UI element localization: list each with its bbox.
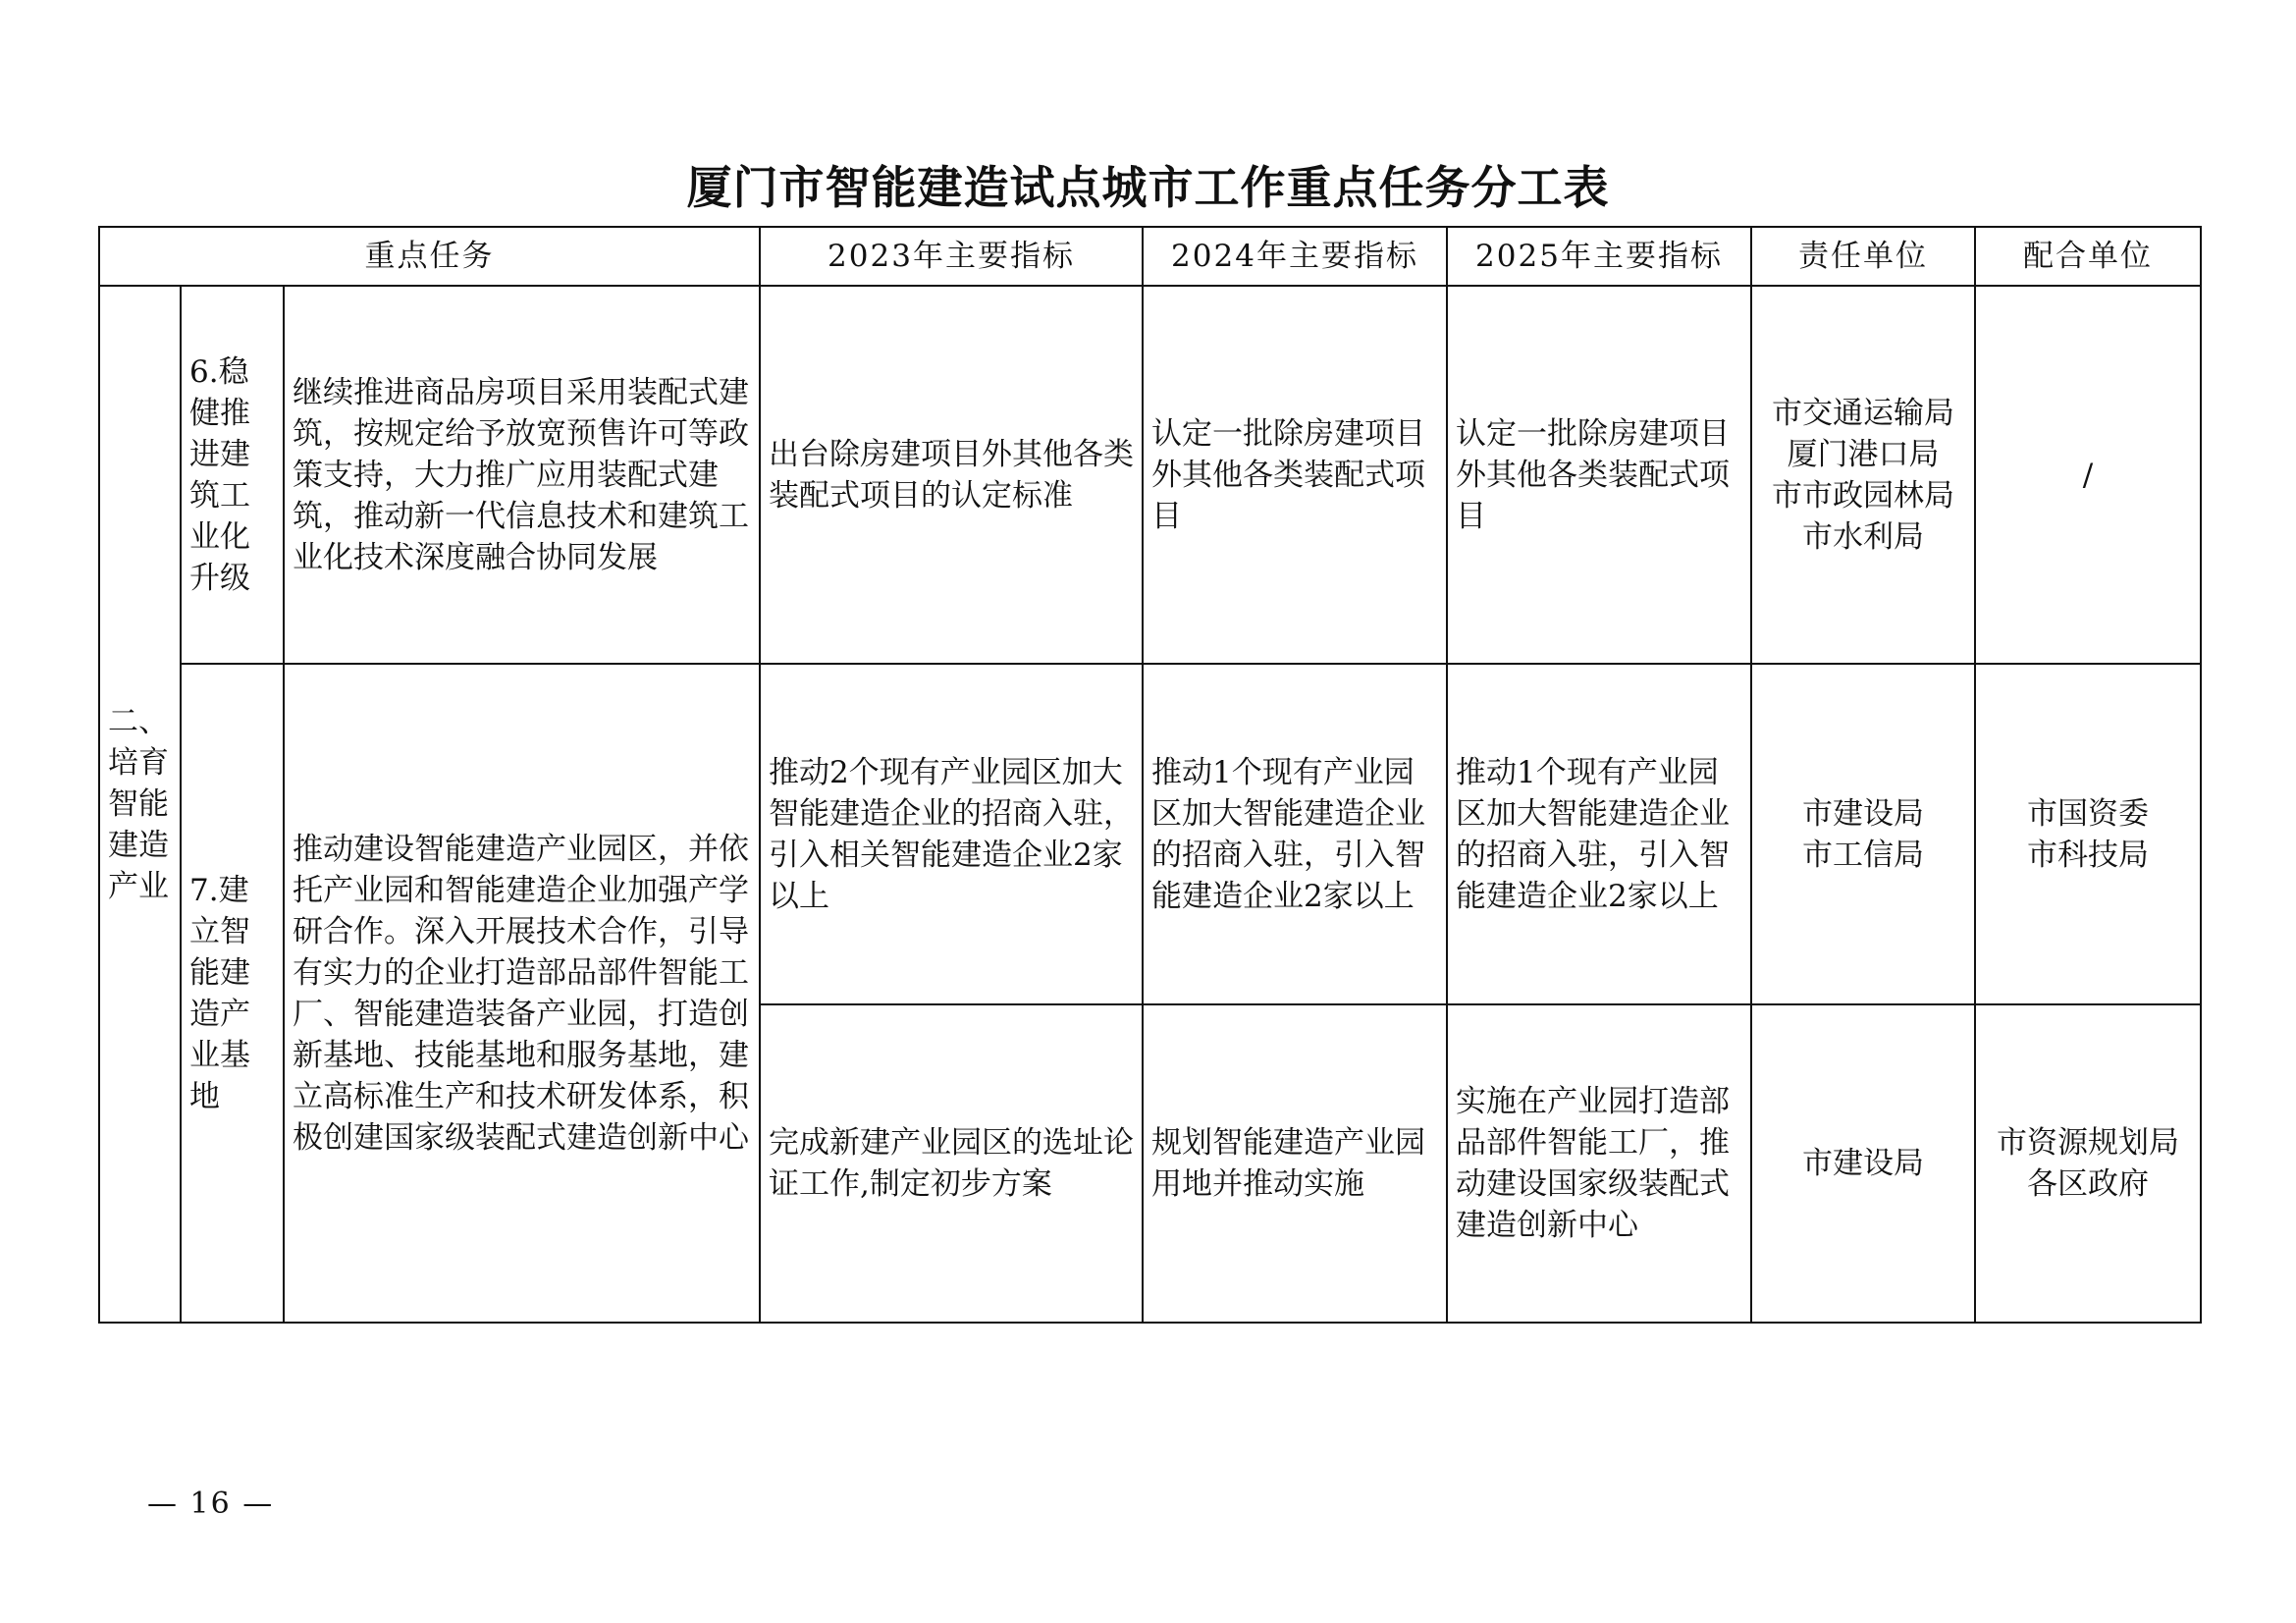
task7-row1-cooperating: 市国资委 市科技局: [1975, 664, 2201, 1004]
task7-row2-2025: 实施在产业园打造部品部件智能工厂，推动建设国家级装配式建造创新中心: [1447, 1004, 1751, 1323]
task-table: [98, 226, 2202, 1324]
task7-row1-responsible: 市建设局 市工信局: [1751, 664, 1975, 1004]
task6-description: 继续推进商品房项目采用装配式建筑，按规定给予放宽预售许可等政策支持，大力推广应用装配式建筑，推动新一代信息技术和建筑工业化技术深度融合协同发展: [284, 286, 760, 664]
header-2023: 2023年主要指标: [760, 227, 1143, 286]
task6-2023: 出台除房建项目外其他各类装配式项目的认定标准: [760, 286, 1143, 664]
page-title: 厦门市智能建造试点城市工作重点任务分工表: [686, 161, 1610, 214]
header-row: [99, 227, 2201, 286]
task6-2024: 认定一批除房建项目外其他各类装配式项目: [1143, 286, 1447, 664]
page-number: — 16 —: [147, 1487, 275, 1521]
header-2025: 2025年主要指标: [1447, 227, 1751, 286]
header-task: 重点任务: [99, 227, 760, 286]
task6-cooperating: /: [1975, 286, 2201, 664]
section-label: 二、培育智能建造产业: [99, 286, 181, 1323]
task7-description: 推动建设智能建造产业园区，并依托产业园和智能建造企业加强产学研合作。深入开展技术合作，引导有实力的企业打造部品部件智能工厂、智能建造装备产业园，打造创新基地、技能基地和服务基地，建立高标准生产和技术研发体系，积极创建国家级装配式建造创新中心: [284, 664, 760, 1323]
table-row-task6: [99, 286, 2201, 664]
task7-row2-responsible: 市建设局: [1751, 1004, 1975, 1323]
task7-row2-2024: 规划智能建造产业园用地并推动实施: [1143, 1004, 1447, 1323]
header-responsible: 责任单位: [1751, 227, 1975, 286]
table-row-task7-a: [99, 664, 2201, 1004]
task6-label: 6.稳健推进建筑工业化升级: [181, 286, 284, 664]
task7-label: 7.建立智能建造产业基地: [181, 664, 284, 1323]
task6-2025: 认定一批除房建项目外其他各类装配式项目: [1447, 286, 1751, 664]
header-cooperating: 配合单位: [1975, 227, 2201, 286]
task7-row1-2023: 推动2个现有产业园区加大智能建造企业的招商入驻，引入相关智能建造企业2家以上: [760, 664, 1143, 1004]
task7-row2-2023: 完成新建产业园区的选址论证工作,制定初步方案: [760, 1004, 1143, 1323]
task7-row1-2024: 推动1个现有产业园区加大智能建造企业的招商入驻，引入智能建造企业2家以上: [1143, 664, 1447, 1004]
header-2024: 2024年主要指标: [1143, 227, 1447, 286]
task7-row1-2025: 推动1个现有产业园区加大智能建造企业的招商入驻，引入智能建造企业2家以上: [1447, 664, 1751, 1004]
task6-responsible: 市交通运输局 厦门港口局 市市政园林局 市水利局: [1751, 286, 1975, 664]
task7-row2-cooperating: 市资源规划局 各区政府: [1975, 1004, 2201, 1323]
